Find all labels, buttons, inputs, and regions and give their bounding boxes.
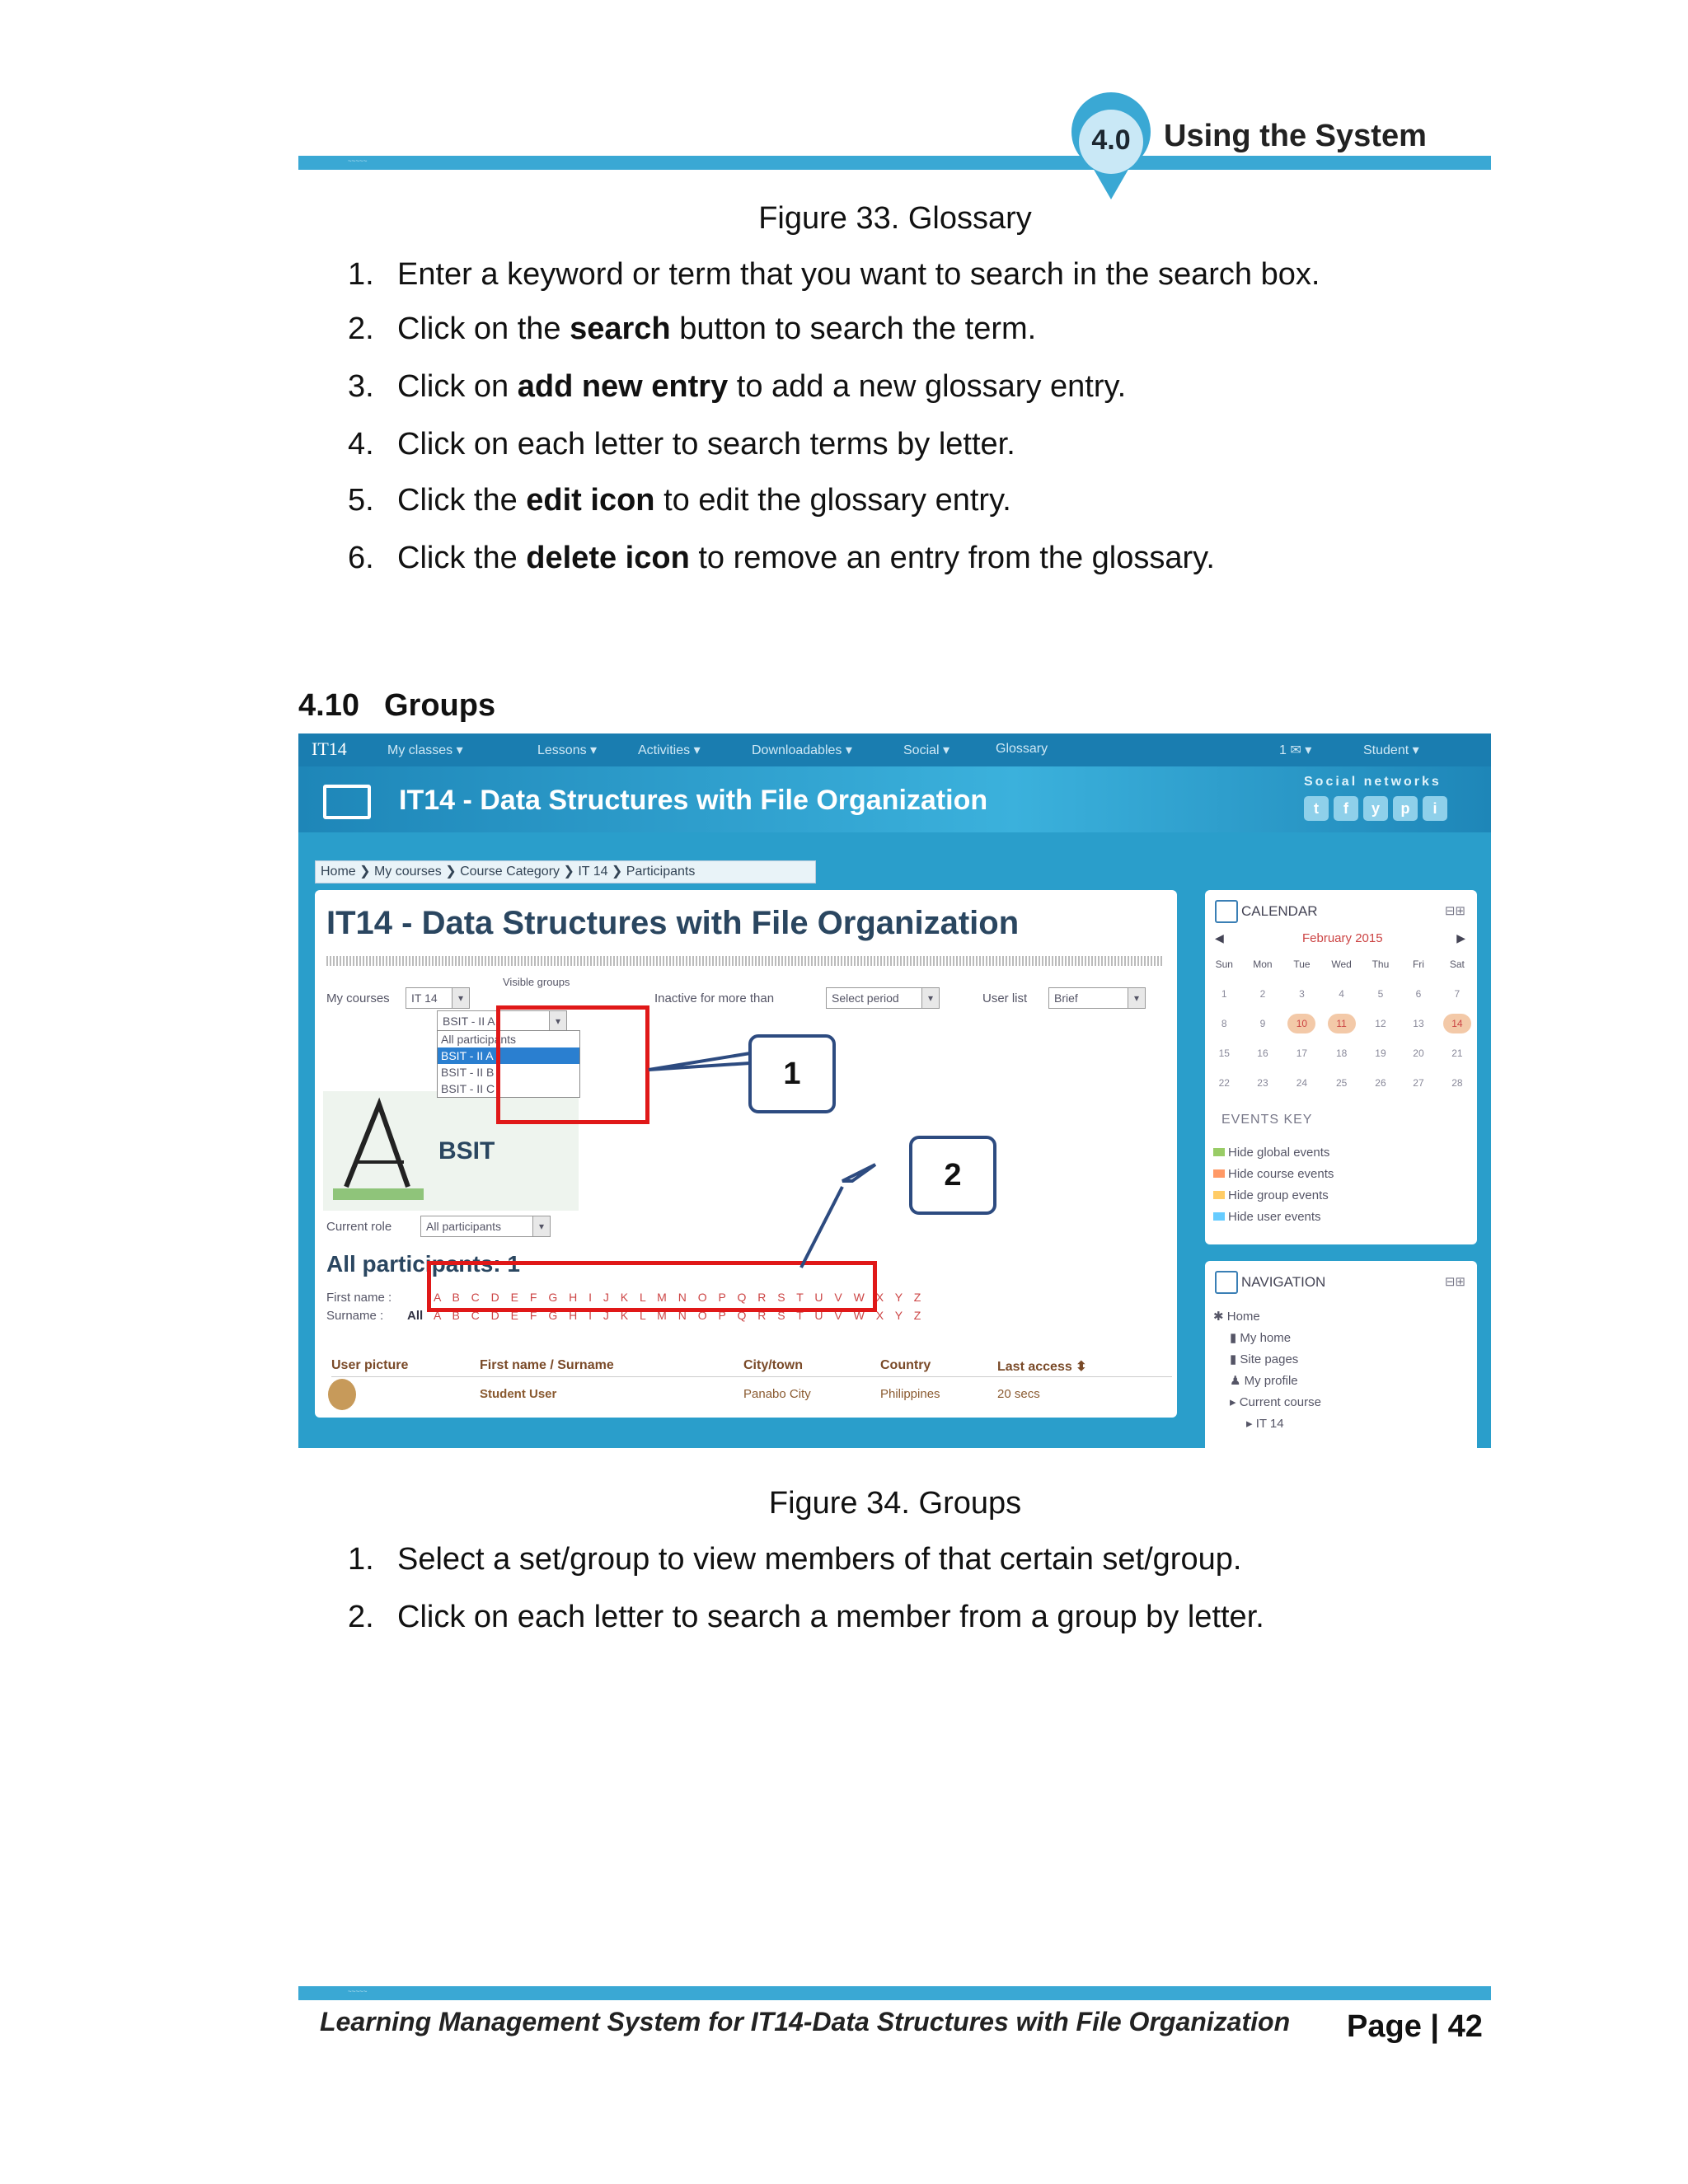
figure33-caption: Figure 33. Glossary (758, 201, 1032, 236)
header-watermark: ~~~~~ (348, 157, 368, 165)
nav-item-lessons[interactable]: Lessons ▾ (537, 743, 598, 757)
current-role-label: Current role (326, 1220, 392, 1234)
group-option[interactable]: All participants (441, 1033, 517, 1046)
calendar-day[interactable]: 28 (1451, 1077, 1463, 1089)
sitemap-icon (1215, 1271, 1238, 1294)
chevron-down-icon: ▾ (452, 988, 469, 1008)
col-country[interactable]: Country (880, 1358, 931, 1372)
header-bar (298, 156, 1491, 170)
event-swatch (1213, 1191, 1225, 1199)
event-swatch (1213, 1169, 1225, 1178)
col-city[interactable]: City/town (743, 1358, 803, 1372)
step-number: 2. (348, 312, 374, 346)
chevron-down-icon: ▾ (549, 1011, 566, 1031)
calendar-day-header: Sun (1215, 958, 1233, 970)
callout-1: 1 (748, 1034, 836, 1113)
group-option[interactable]: BSIT - II C (441, 1082, 495, 1095)
figure34-caption: Figure 34. Groups (768, 1486, 1022, 1521)
calendar-day[interactable]: 6 (1415, 988, 1422, 1000)
messages-menu[interactable]: 1 ✉ ▾ (1279, 743, 1312, 757)
inactive-period-select[interactable]: Select period ▾ (826, 987, 940, 1009)
participant-last-access: 20 secs (997, 1387, 1040, 1401)
section-badge-number: 4.0 (1091, 124, 1131, 156)
col-first-name[interactable]: First name / Surname (480, 1358, 614, 1372)
section-number: 4.10 (298, 688, 359, 723)
calendar-day-event[interactable]: 11 (1328, 1014, 1356, 1033)
calendar-day[interactable]: 27 (1413, 1077, 1424, 1089)
nav-current-course[interactable]: ▸ Current course (1230, 1395, 1321, 1409)
instagram-icon[interactable]: i (1423, 796, 1447, 821)
calendar-day[interactable]: 17 (1296, 1047, 1308, 1059)
calendar-day-event[interactable]: 14 (1443, 1014, 1471, 1033)
nav-it14[interactable]: ▸ IT 14 (1246, 1417, 1284, 1431)
chevron-down-icon: ▾ (532, 1216, 550, 1236)
page-number: Page | 42 (1347, 2009, 1483, 2044)
header-title: Using the System (1164, 119, 1427, 153)
calendar-day-header: Fri (1412, 958, 1424, 970)
step-text: Enter a keyword or term that you want to search in the search box. (397, 257, 1320, 292)
calendar-day[interactable] (1437, 1009, 1477, 1038)
calendar-day-header: Wed (1331, 958, 1352, 970)
user-menu[interactable]: Student ▾ (1363, 743, 1419, 757)
twitter-icon[interactable]: t (1304, 796, 1329, 821)
event-key-item[interactable]: Hide course events (1213, 1167, 1334, 1181)
calendar-day[interactable]: 7 (1454, 988, 1461, 1000)
calendar-day-header: Tue (1293, 958, 1311, 970)
event-key-item[interactable]: Hide global events (1213, 1146, 1329, 1160)
nav-item-my-classes[interactable]: My classes ▾ (387, 743, 463, 757)
step-number: 2. (348, 1600, 374, 1634)
footer-bar (298, 1986, 1491, 2000)
event-key-item[interactable]: Hide user events (1213, 1210, 1321, 1224)
inactive-label: Inactive for more than (654, 991, 775, 1005)
block-toggle-icon[interactable]: ⊟⊞ (1444, 904, 1465, 918)
brand[interactable]: IT14 (312, 738, 347, 759)
participant-city: Panabo City (743, 1387, 811, 1401)
user-list-label: User list (982, 991, 1028, 1005)
calendar-day[interactable]: 24 (1296, 1077, 1308, 1089)
user-list-select[interactable]: Brief ▾ (1048, 987, 1146, 1009)
event-key-item[interactable]: Hide group events (1213, 1188, 1329, 1202)
calendar-icon (1215, 900, 1238, 923)
col-user-picture[interactable]: User picture (331, 1358, 409, 1372)
calendar-day[interactable]: 19 (1375, 1047, 1386, 1059)
calendar-day-header: Thu (1372, 958, 1390, 970)
section-heading (298, 688, 495, 724)
navigation-block (1205, 1261, 1477, 1448)
calendar-day[interactable]: 5 (1377, 988, 1384, 1000)
calendar-day[interactable]: 8 (1221, 1018, 1227, 1029)
group-option-selected[interactable]: BSIT - II A (438, 1047, 579, 1064)
callout-2: 2 (909, 1136, 996, 1215)
chevron-down-icon: ▾ (1128, 988, 1145, 1008)
calendar-day[interactable]: 25 (1335, 1077, 1348, 1089)
nav-my-home[interactable]: ▮ My home (1230, 1331, 1292, 1345)
calendar-day-header: Sat (1449, 958, 1465, 970)
surname-filter-label: Surname : (326, 1309, 384, 1323)
calendar-day[interactable]: 15 (1218, 1047, 1230, 1059)
step-number: 5. (348, 483, 374, 518)
group-option[interactable]: BSIT - II B (441, 1066, 495, 1079)
step-text: Click the edit icon to edit the glossary entry. (397, 483, 1011, 518)
participant-name[interactable]: Student User (480, 1387, 557, 1401)
step-text: Click on the search button to search the term. (397, 312, 1037, 346)
nav-item-downloadables[interactable]: Downloadables ▾ (752, 743, 852, 757)
calendar-day[interactable]: 22 (1218, 1077, 1230, 1089)
participants-heading: All participants: 1 (326, 1251, 520, 1277)
col-last-access[interactable]: Last access ⬍ (997, 1360, 1087, 1374)
groups-screenshot (298, 733, 1491, 1448)
footer-watermark: ~~~~~ (348, 1988, 368, 1995)
block-toggle-icon[interactable]: ⊟⊞ (1444, 1275, 1465, 1289)
step-text: Click on add new entry to add a new glossary entry. (397, 369, 1127, 404)
banner-title: IT14 - Data Structures with File Organization (399, 785, 988, 816)
visible-groups-select[interactable]: BSIT - II A ▾ (437, 1010, 567, 1032)
calendar-day-header: Mon (1253, 958, 1273, 970)
section-title: Groups (383, 688, 496, 723)
calendar-day[interactable] (1282, 1009, 1321, 1038)
calendar-day[interactable]: 12 (1375, 1018, 1386, 1029)
next-month-icon[interactable]: ▶ (1456, 931, 1465, 944)
calendar-day[interactable]: 16 (1257, 1047, 1268, 1059)
calendar-day-event[interactable]: 10 (1287, 1014, 1315, 1033)
nav-my-profile[interactable]: ♟ My profile (1230, 1374, 1298, 1388)
step-number: 1. (348, 257, 374, 292)
surname-all-link[interactable]: All (407, 1309, 424, 1323)
nav-item-activities[interactable]: Activities ▾ (638, 743, 701, 757)
social-networks-label: Social networks (1304, 775, 1442, 789)
group-name: BSIT (438, 1137, 495, 1165)
event-swatch (1213, 1212, 1225, 1221)
my-courses-label: My courses (326, 991, 390, 1005)
calendar-day[interactable]: 26 (1375, 1077, 1386, 1089)
step-text: Click on each letter to search a member from a group by letter. (397, 1600, 1264, 1634)
nav-item-social[interactable]: Social ▾ (903, 743, 950, 757)
visible-groups-label: Visible groups (503, 976, 570, 988)
calendar-day[interactable]: 20 (1413, 1047, 1424, 1059)
current-role-select[interactable]: All participants ▾ (420, 1216, 551, 1237)
facebook-icon[interactable]: f (1334, 796, 1358, 821)
calendar-month[interactable]: February 2015 (1302, 931, 1383, 945)
calendar-day[interactable]: 2 (1259, 988, 1266, 1000)
calendar-title: CALENDAR (1241, 903, 1318, 919)
calendar-day[interactable]: 1 (1221, 988, 1227, 1000)
calendar-day[interactable]: 18 (1335, 1047, 1348, 1059)
nav-home[interactable]: ✱ Home (1213, 1310, 1260, 1324)
chevron-down-icon: ▾ (921, 988, 939, 1008)
event-swatch (1213, 1148, 1225, 1156)
nav-item-glossary[interactable]: Glossary (996, 742, 1048, 756)
calendar-day[interactable]: 4 (1339, 988, 1344, 1000)
calendar-day[interactable]: 3 (1299, 988, 1305, 1000)
prev-month-icon[interactable]: ◀ (1215, 931, 1224, 944)
youtube-icon[interactable]: y (1363, 796, 1388, 821)
step-text: Click the delete icon to remove an entry from the glossary. (397, 541, 1215, 575)
calendar-day[interactable]: 9 (1259, 1018, 1266, 1029)
step-number: 4. (348, 427, 374, 462)
calendar-day[interactable]: 13 (1413, 1018, 1424, 1029)
nav-site-pages[interactable]: ▮ Site pages (1230, 1352, 1299, 1366)
surname-letter-links[interactable]: A B C D E F G H I J K L M N O P Q R S T U V W X Y Z (434, 1309, 926, 1322)
my-courses-select[interactable]: IT 14 ▾ (406, 987, 470, 1009)
step-number: 1. (348, 1542, 374, 1577)
events-key-title: EVENTS KEY (1221, 1113, 1313, 1127)
page-title: IT14 - Data Structures with File Organization (326, 905, 1020, 941)
step-number: 3. (348, 369, 374, 404)
step-text: Select a set/group to view members of that certain set/group. (397, 1542, 1242, 1577)
breadcrumb[interactable]: Home ❯ My courses ❯ Course Category ❯ IT 14 ❯ Participants (315, 860, 816, 883)
step-number: 6. (348, 541, 374, 575)
navigation-title: NAVIGATION (1241, 1274, 1326, 1290)
calendar-block (1205, 890, 1477, 1244)
participant-country: Philippines (880, 1387, 940, 1401)
first-name-filter-label: First name : (326, 1291, 392, 1305)
calendar-day[interactable]: 21 (1451, 1047, 1463, 1059)
step-text: Click on each letter to search terms by letter. (397, 427, 1015, 462)
calendar-grid (1205, 949, 1477, 1098)
calendar-day[interactable] (1322, 1009, 1362, 1038)
footer-text: Learning Management System for IT14-Data Structures with File Organization (320, 2007, 1291, 2036)
pinterest-icon[interactable]: p (1393, 796, 1418, 821)
calendar-day[interactable]: 23 (1257, 1077, 1268, 1089)
first-name-letter-links[interactable]: A B C D E F G H I J K L M N O P Q R S T U V W X Y Z (434, 1291, 926, 1304)
